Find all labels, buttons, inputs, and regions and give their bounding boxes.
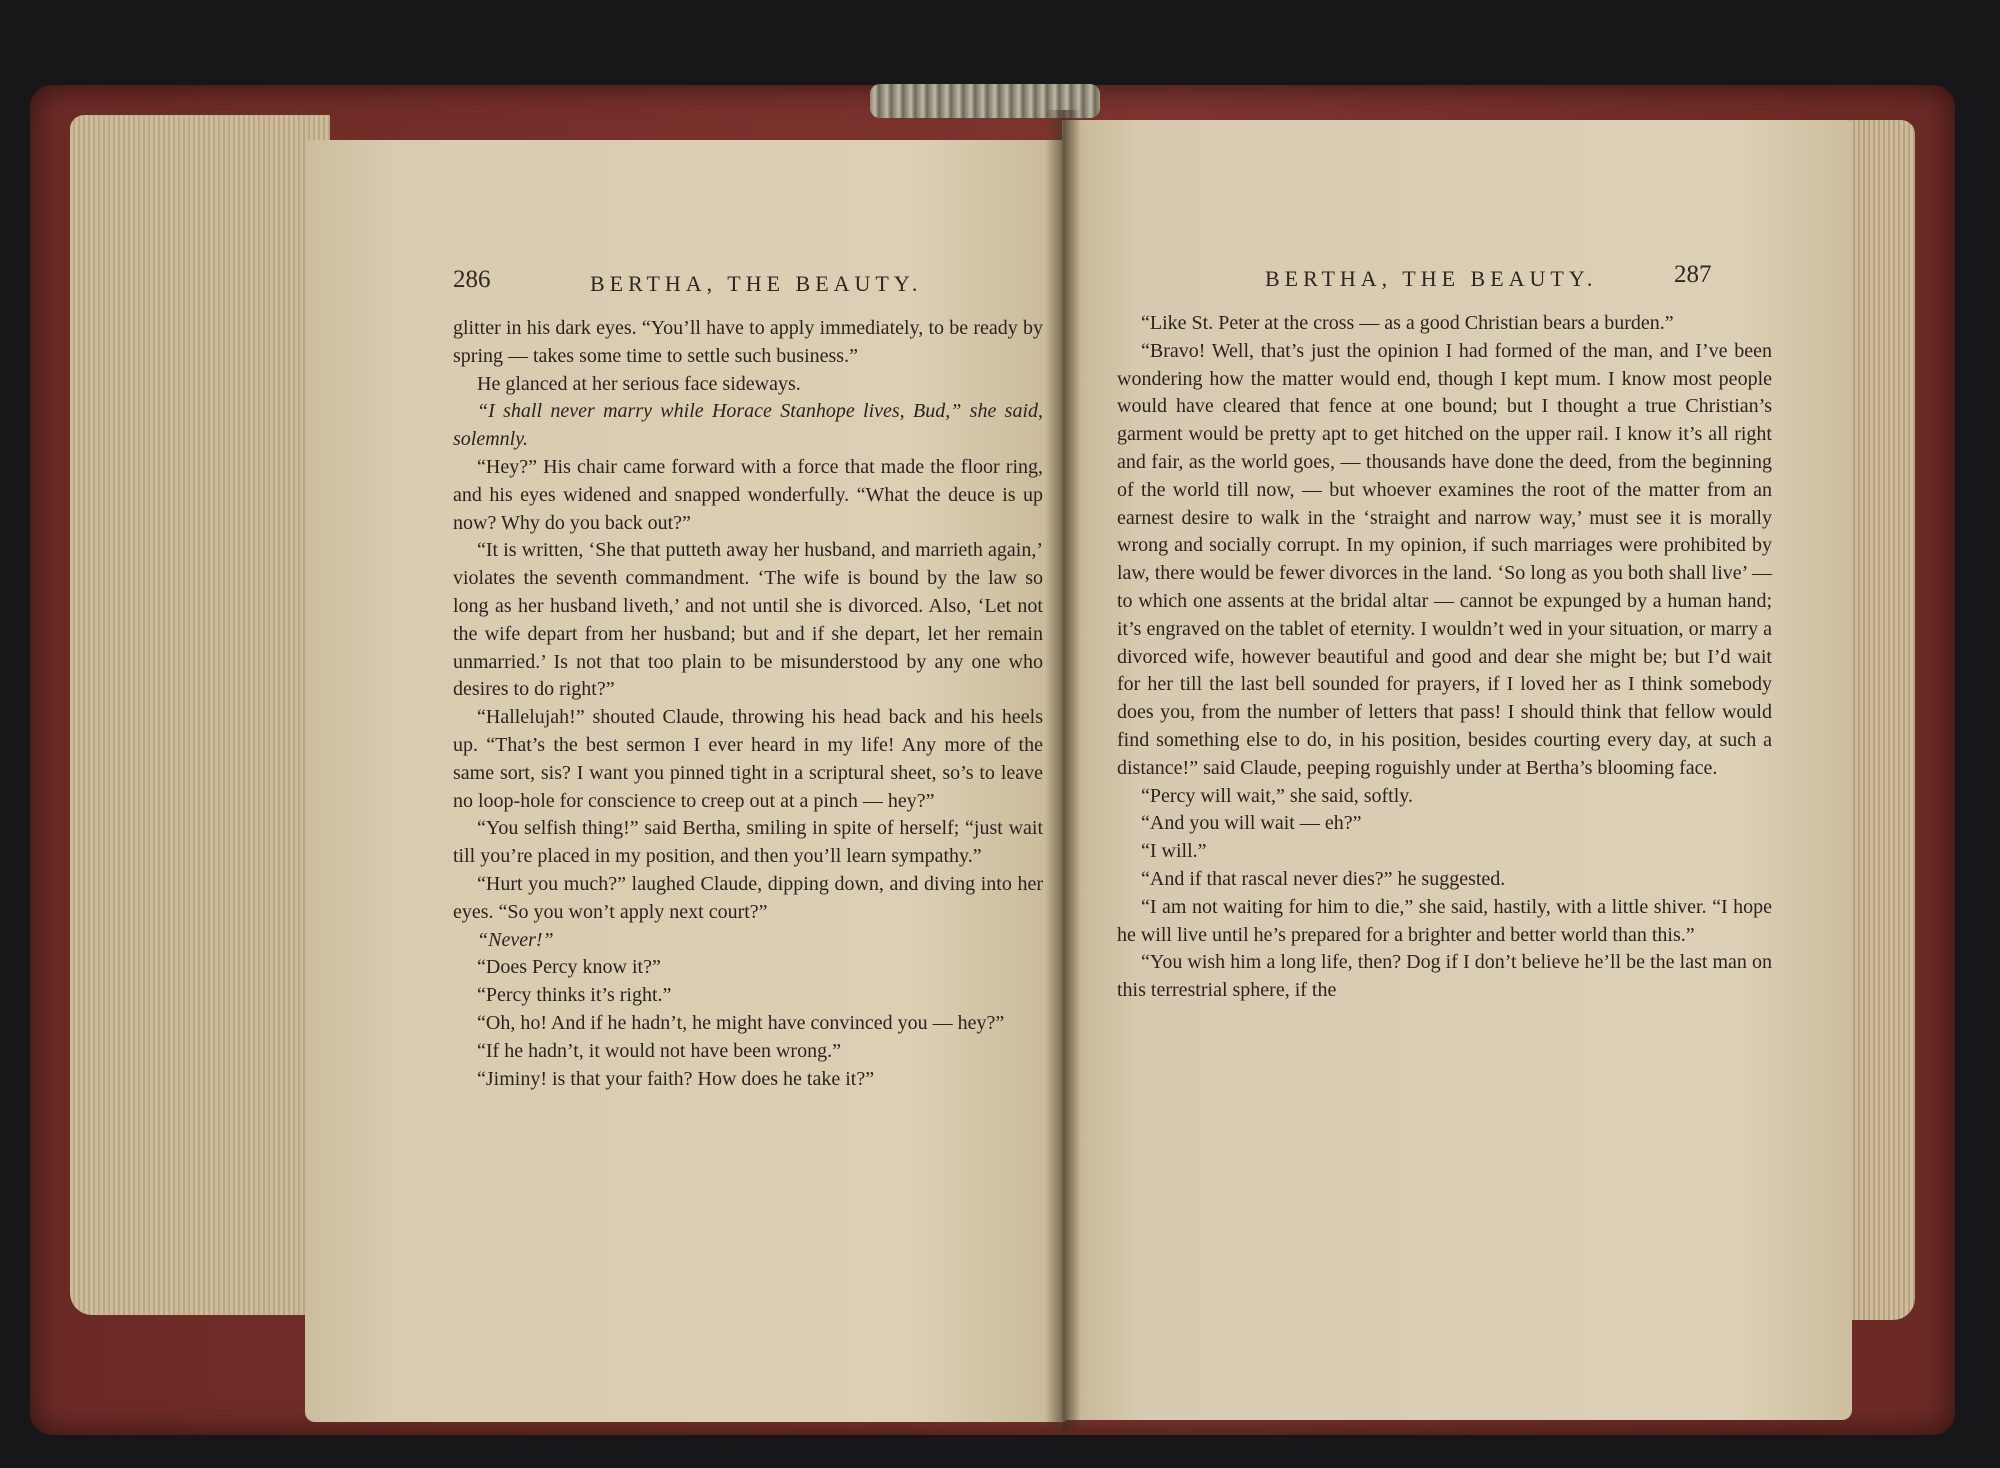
paragraph: “And if that rascal never dies?” he suggested. <box>1141 867 1506 890</box>
paragraph: “Jiminy! is that your faith? How does he take it?” <box>477 1067 875 1090</box>
paragraph: “I shall never marry while Horace Stanhope lives, Bud,” she said, solemnly. <box>453 400 1043 451</box>
paragraph: “Like St. Peter at the cross — as a good Christian bears a burden.” <box>1141 312 1674 334</box>
paragraph: “Hey?” His chair came forward with a force that made the floor ring, and his eyes widened and snapped wonderfully. “What the deuce is up now? Why do you back out?” <box>453 455 1043 534</box>
page-number-left: 286 <box>453 266 491 293</box>
right-page-text <box>1117 310 1772 1005</box>
paragraph: “Does Percy know it?” <box>477 956 661 979</box>
paragraph: “Hallelujah!” shouted Claude, throwing his head back and his heels up. “That’s the best sermon I ever heard in my life! Any more of the same sort, sis? I want you pinned tight in a scriptural sheet, so’s to leave no loop-hole for conscience to creep out at a pinch — hey?” <box>453 706 1043 812</box>
paragraph: “And you will wait — eh?” <box>1141 812 1362 835</box>
page-edges-left <box>70 115 330 1315</box>
paragraph: “You wish him a long life, then? Dog if I don’t believe he’ll be the last man on this terrestrial sphere, if the <box>1117 951 1772 1002</box>
paragraph: “Percy thinks it’s right.” <box>477 984 672 1007</box>
paragraph: “Bravo! Well, that’s just the opinion I had formed of the man, and I’ve been wondering how the matter would end, though I kept mum. I know most people would have cleared that fence at one bound; but I thought a true Christian’s garment would be pretty apt to get hitched on the upper rail. I know it’s all right and fair, as the world goes, — thousands have done the deed, from the beginning of the world till now, — but whoever examines the root of the matter from an earnest desire to walk in the ‘straight and narrow way,’ must see it is morally wrong and socially corrupt. In my opinion, if such marriages were prohibited by law, there would be fewer divorces in the land. ‘So long as you both shall live’ — to which one assents at the bridal altar — cannot be expunged by a human hand; it’s engraved on the tablet of eternity. I wouldn’t wed in your situation, or marry a divorced wife, however beautiful and good and dear she might be; but I’d wait for her till the last bell sounded for prayers, if I loved her as I think somebody does you, from the number of letters that pass! I should think that fellow would find something else to do, in his position, besides courting every day, at such a distance!” said Claude, peeping roguishly under at Bertha’s blooming face. <box>1117 339 1772 779</box>
running-head-left: BERTHA, THE BEAUTY. <box>590 271 923 296</box>
running-head-right: BERTHA, THE BEAUTY. <box>1265 266 1598 291</box>
paragraph: “If he hadn’t, it would not have been wrong.” <box>477 1039 841 1062</box>
paragraph: “Percy will wait,” she said, softly. <box>1141 784 1413 807</box>
right-page <box>1062 120 1852 1420</box>
book-gutter <box>1045 110 1081 1430</box>
paragraph: “Oh, ho! And if he hadn’t, he might have convinced you — hey?” <box>477 1011 1005 1034</box>
paragraph: “Hurt you much?” laughed Claude, dipping down, and diving into her eyes. “So you won’t apply next court?” <box>453 872 1043 923</box>
page-number-right: 287 <box>1674 261 1712 288</box>
paragraph: “Never!” <box>477 928 554 951</box>
paragraph: He glanced at her serious face sideways. <box>477 372 801 395</box>
paragraph: “I am not waiting for him to die,” she said, hastily, with a little shiver. “I hope he will live until he’s prepared for a brighter and better world than this.” <box>1117 895 1772 946</box>
paragraph: “You selfish thing!” said Bertha, smiling in spite of herself; “just wait till you’re placed in my position, and then you’ll learn sympathy.” <box>453 817 1043 868</box>
left-page-text <box>453 315 1043 1093</box>
paragraph: “It is written, ‘She that putteth away her husband, and marrieth again,’ violates the seventh commandment. ‘The wife is bound by the law so long as her husband liveth,’ and not until she is divorced. Also, ‘Let not the wife depart from her husband; but and if she depart, let her remain unmarried.’ Is not that too plain to be misunderstood by any one who desires to do right?” <box>453 539 1043 701</box>
paragraph: “I will.” <box>1141 840 1207 863</box>
paragraph: glitter in his dark eyes. “You’ll have to apply immediately, to be ready by spring — takes some time to settle such business.” <box>453 317 1043 367</box>
left-page <box>305 140 1065 1422</box>
